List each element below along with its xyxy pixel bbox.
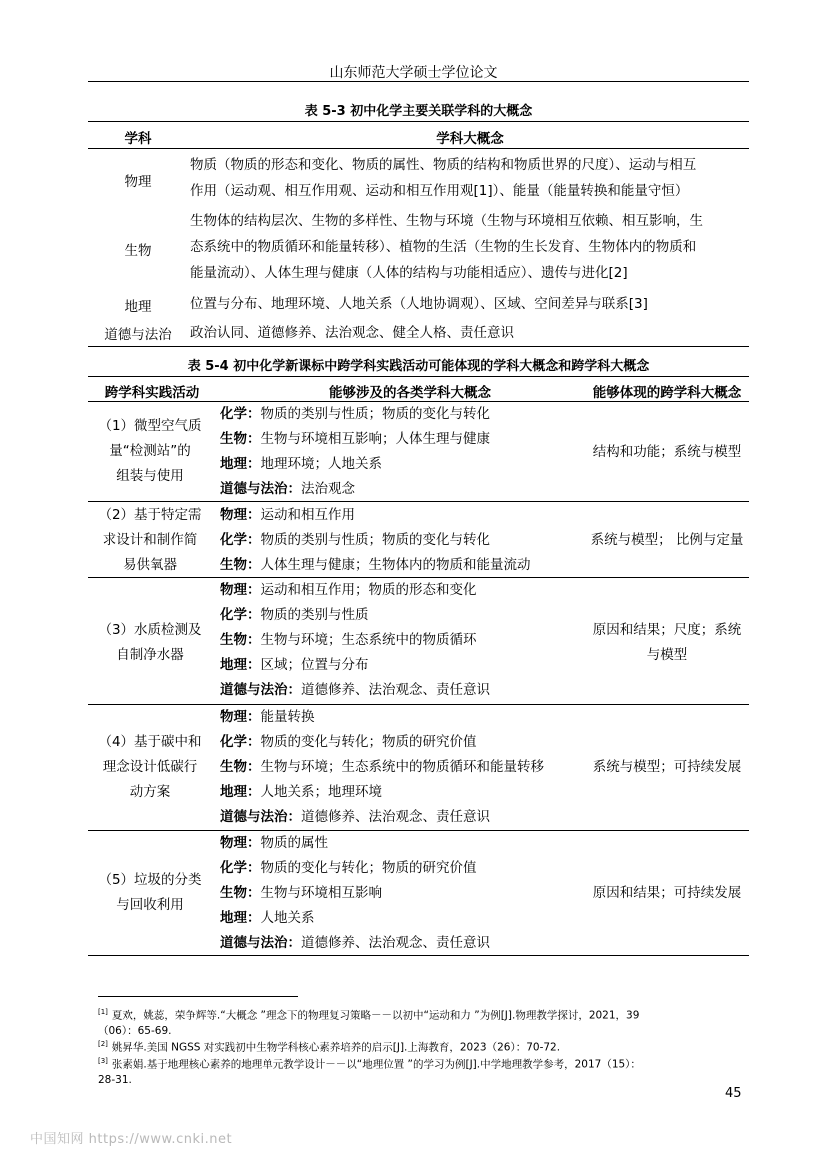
- footnote-mark: [3]: [98, 1057, 108, 1065]
- concept-line: 物理：物质的属性: [220, 835, 328, 851]
- concept-line: 物理：运动和相互作用: [220, 507, 355, 523]
- cross-line: 原因和结果；可持续发展: [592, 885, 742, 901]
- table-5-3-top-rule: [88, 121, 749, 122]
- table-row: [88, 503, 756, 576]
- footnote: [98, 1005, 748, 1039]
- table-5-4-top-rule: [88, 376, 749, 377]
- cross-line: 系统与模型；可持续发展: [592, 759, 742, 775]
- table-5-3-header-concepts: 学科大概念: [436, 131, 504, 147]
- table-5-3-caption: 表 5-3 初中化学主要关联学科的大概念: [304, 104, 533, 119]
- header-rule: [88, 81, 749, 82]
- footnote-mark: [2]: [98, 1040, 108, 1048]
- concepts-cell: [220, 402, 580, 502]
- activity-line: （5）垃圾的分类: [98, 872, 202, 888]
- concept-line: 化学：物质的变化与转化；物质的研究价值: [220, 860, 477, 876]
- footnote-line: [2] 姚昇华.美国 NGSS 对实践初中生物学科核心素养培养的启示[J].上海教育，2023（26）：70-72.: [98, 1040, 561, 1054]
- concept-line: 生物：生物与环境；生态系统中的物质循环和能量转移: [220, 759, 544, 775]
- table-row: [88, 208, 749, 288]
- activity-line: 易供氧器: [123, 557, 177, 573]
- concept-line: 物理：能量转换: [220, 709, 315, 725]
- concept-line: 地理：人地关系: [220, 910, 315, 926]
- footnote-line: （06）：65-69.: [98, 1024, 172, 1037]
- table-row: [88, 705, 756, 830]
- activity-cell: [88, 414, 212, 489]
- activity-line: （3）水质检测及: [98, 622, 202, 638]
- concepts-cell: [220, 705, 580, 830]
- activity-line: 自制净水器: [116, 647, 184, 663]
- activity-line: （4）基于碳中和: [98, 734, 202, 750]
- page-number: 45: [725, 1086, 742, 1101]
- table-row: [88, 402, 756, 500]
- concepts-cell: [220, 578, 580, 703]
- concepts-cell: [220, 503, 580, 578]
- concept-line: 物质（物质的形态和变化、物质的属性、物质的结构和物质世界的尺度）、运动与相互: [190, 157, 697, 173]
- concept-line: 生物：人体生理与健康；生物体内的物质和能量流动: [220, 557, 531, 573]
- table-5-4-header-activity: 跨学科实践活动: [104, 385, 200, 401]
- activity-line: 组装与使用: [116, 468, 184, 484]
- concept-line: 道德与法治：法治观念: [220, 481, 355, 497]
- activity-cell: [88, 618, 212, 668]
- concept-line: 道德与法治：道德修养、法治观念、责任意识: [220, 682, 490, 698]
- footnote-line: [3] 张素娟.基于地理核心素养的地理单元教学设计－－以“地理位置 ”的学习为例[J].中学地理教学参考，2017（15）：: [98, 1057, 641, 1071]
- footnote-line: 28-31.: [98, 1073, 132, 1086]
- concept-line: 化学：物质的类别与性质；物质的变化与转化: [220, 532, 490, 548]
- concept-line: 化学：物质的变化与转化；物质的研究价值: [220, 734, 477, 750]
- table-5-4-caption: 表 5-4 初中化学新课标中跨学科实践活动可能体现的学科大概念和跨学科大概念: [187, 359, 650, 374]
- concept-line: 生物：生物与环境；生态系统中的物质循环: [220, 632, 477, 648]
- cross-line: 结构和功能；系统与模型: [592, 444, 742, 460]
- activity-cell: [88, 503, 212, 578]
- cross-cell: [578, 881, 756, 906]
- table-row: [88, 152, 749, 208]
- cross-cell: [578, 528, 756, 553]
- table-5-3-subject: 物理: [124, 174, 152, 190]
- footnote-line: [1] 夏欢，姚蕊，荣争辉等.“大概念 ”理念下的物理复习策略－－以初中“运动和力 ”为例[J].物理教学探讨，2021，39: [98, 1008, 640, 1022]
- concept-line: 物理：运动和相互作用；物质的形态和变化: [220, 582, 477, 598]
- table-5-3-concepts: [190, 208, 750, 286]
- activity-line: （2）基于特定需: [98, 507, 202, 523]
- table-5-4-bottom-rule: [88, 955, 749, 956]
- cross-line: 原因和结果；尺度；系统: [592, 622, 742, 638]
- table-5-3-bottom-rule: [88, 346, 749, 347]
- concept-line: 地理：地理环境；人地关系: [220, 456, 382, 472]
- row-divider: [88, 501, 749, 502]
- activity-line: （1）微型空气质: [98, 418, 202, 434]
- footnote-mark: [1]: [98, 1008, 108, 1016]
- activity-line: 量“检测站”的: [109, 443, 191, 459]
- concept-line: 作用（运动观、相互作用观、运动和相互作用观[1]）、能量（能量转换和能量守恒）: [190, 183, 689, 199]
- table-5-3-concepts: [190, 291, 750, 317]
- concept-line: 生物：生物与环境相互影响: [220, 885, 382, 901]
- concept-line: 化学：物质的类别与性质；物质的变化与转化: [220, 406, 490, 422]
- cross-line: 系统与模型； 比例与定量: [590, 532, 744, 548]
- table-5-4-header-cross: 能够体现的跨学科大概念: [592, 385, 742, 401]
- cross-line: 与模型: [646, 647, 688, 663]
- table-row: [88, 578, 756, 703]
- cnki-watermark: 中国知网 https://www.cnki.net: [30, 1132, 233, 1147]
- concept-line: 生物体的结构层次、生物的多样性、生物与环境（生物与环境相互依赖、相互影响，生: [190, 213, 703, 229]
- concept-line: 位置与分布、地理环境、人地关系（人地协调观）、区域、空间差异与联系[3]: [190, 296, 648, 312]
- footnote: [98, 1054, 748, 1088]
- activity-line: 求设计和制作简: [102, 532, 198, 548]
- concept-line: 态系统中的物质循环和能量转移）、植物的生活（生物的生长发育、生物体内的物质和: [190, 239, 697, 255]
- activity-cell: [88, 730, 212, 805]
- concept-line: 能量流动）、人体生理与健康（人体的结构与功能相适应）、遗传与进化[2]: [190, 265, 628, 281]
- table-5-3-subject: 地理: [124, 299, 152, 315]
- concept-line: 道德与法治：道德修养、法治观念、责任意识: [220, 809, 490, 825]
- table-5-3-concepts: [190, 320, 750, 346]
- footnote-rule: [98, 996, 298, 997]
- table-5-3-header-subject: 学科: [124, 131, 152, 147]
- table-row: [88, 291, 749, 317]
- concept-line: 道德与法治：道德修养、法治观念、责任意识: [220, 935, 490, 951]
- table-row: [88, 831, 756, 956]
- running-header: 山东师范大学硕士学位论文: [329, 65, 498, 81]
- concept-line: 化学：物质的类别与性质: [220, 607, 369, 623]
- table-5-3-subject: 生物: [124, 243, 152, 259]
- table-5-3-header-rule: [88, 148, 749, 149]
- concepts-cell: [220, 831, 580, 956]
- concept-line: 政治认同、道德修养、法治观念、健全人格、责任意识: [190, 325, 514, 341]
- cross-cell: [578, 755, 756, 780]
- footnote: [98, 1037, 748, 1056]
- table-5-3-subject: 道德与法治: [104, 327, 172, 343]
- concept-line: 生物：生物与环境相互影响；人体生理与健康: [220, 431, 490, 447]
- concept-line: 地理：人地关系；地理环境: [220, 784, 382, 800]
- concept-line: 地理：区域；位置与分布: [220, 657, 369, 673]
- activity-line: 理念设计低碳行: [102, 759, 198, 775]
- activity-line: 与回收利用: [116, 897, 184, 913]
- table-5-4-header-concepts: 能够涉及的各类学科大概念: [329, 385, 491, 401]
- cross-cell: [578, 440, 756, 465]
- activity-line: 动方案: [129, 784, 171, 800]
- activity-cell: [88, 868, 212, 918]
- table-row: [88, 320, 749, 346]
- cross-cell: [578, 618, 756, 668]
- table-5-3-concepts: [190, 152, 750, 204]
